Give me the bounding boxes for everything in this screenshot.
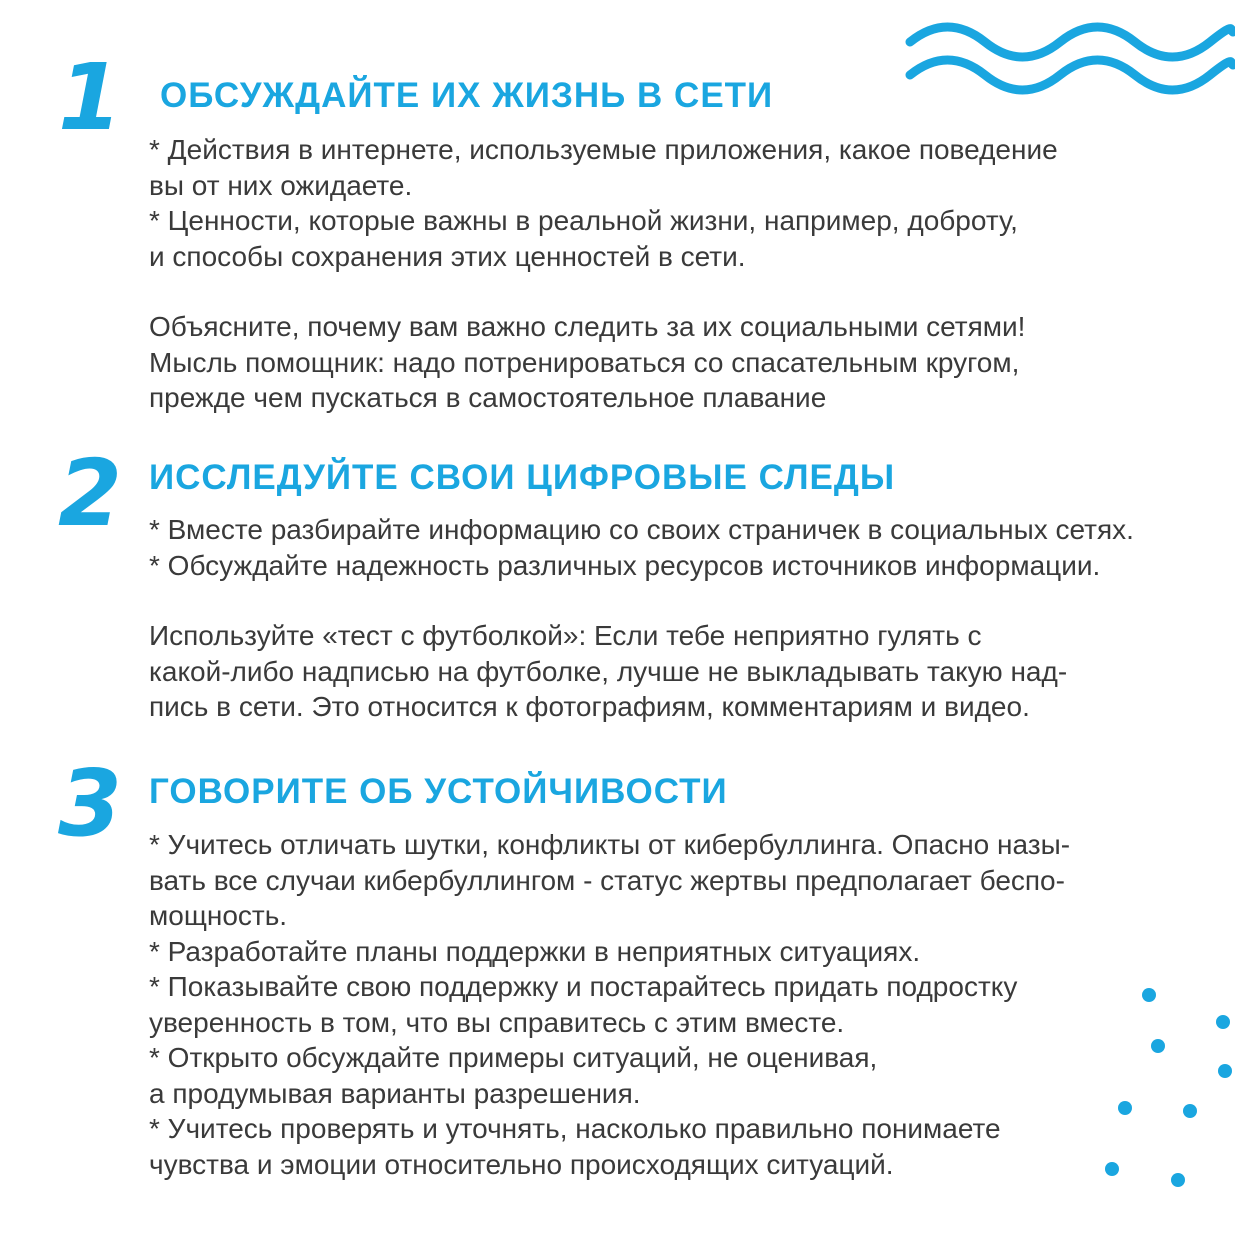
- body-line: * Действия в интернете, используемые приложения, какое поведение: [149, 134, 1058, 165]
- body-line: вать все случаи кибербуллингом - статус жертвы предполагает беспо-: [149, 864, 1065, 896]
- section-body: [149, 132, 1209, 416]
- section-body: [149, 512, 1209, 725]
- section-number: 3: [58, 750, 123, 857]
- body-line: * Учитесь проверять и уточнять, насколько правильно понимаете: [149, 1113, 1001, 1144]
- body-line: чувства и эмоции относительно происходящих ситуаций.: [149, 1148, 894, 1180]
- body-line: * Обсуждайте надежность различных ресурсов источников информации.: [149, 549, 1101, 581]
- body-line: * Показывайте свою поддержку и постарайтесь придать подростку: [149, 971, 1018, 1002]
- section-heading: ОБСУЖДАЙТЕ ИХ ЖИЗНЬ В СЕТИ: [160, 76, 774, 115]
- section-number: 2: [58, 440, 123, 547]
- body-line: Объясните, почему вам важно следить за их социальными сетями!: [149, 311, 1026, 342]
- body-line: * Учитесь отличать шутки, конфликты от кибербуллинга. Опасно назы-: [149, 829, 1071, 860]
- body-line: прежде чем пускаться в самостоятельное плавание: [149, 382, 827, 413]
- section-heading: ИССЛЕДУЙТЕ СВОИ ЦИФРОВЫЕ СЛЕДЫ: [149, 458, 896, 497]
- section-body: [149, 827, 1209, 1182]
- section-heading: ГОВОРИТЕ ОБ УСТОЙЧИВОСТИ: [149, 772, 728, 811]
- body-line: пись в сети. Это относится к фотографиям, комментариям и видео.: [149, 691, 1030, 722]
- body-line: и способы сохранения этих ценностей в сети.: [149, 240, 746, 272]
- body-line: Мысль помощник: надо потренироваться со спасательным кругом,: [149, 346, 1020, 378]
- body-line: а продумывая варианты разрешения.: [149, 1077, 641, 1109]
- paragraph-gap: [149, 274, 1209, 309]
- section-number: 1: [58, 44, 123, 151]
- body-line: * Ценности, которые важны в реальной жизни, например, доброту,: [149, 205, 1018, 236]
- paragraph-gap: [149, 583, 1209, 618]
- body-line: * Открыто обсуждайте примеры ситуаций, не оценивая,: [149, 1042, 878, 1073]
- body-line: вы от них ожидаете.: [149, 169, 413, 201]
- body-line: уверенность в том, что вы справитесь с этим вместе.: [149, 1006, 845, 1038]
- body-line: * Вместе разбирайте информацию со своих страничек в социальных сетях.: [149, 514, 1134, 545]
- body-line: мощность.: [149, 900, 288, 931]
- wave-lines-icon: [900, 20, 1235, 100]
- body-line: Используйте «тест с футболкой»: Если тебе неприятно гулять с: [149, 620, 982, 651]
- body-line: * Разработайте планы поддержки в неприятных ситуациях.: [149, 935, 921, 967]
- body-line: какой-либо надписью на футболке, лучше не выкладывать такую над-: [149, 655, 1068, 687]
